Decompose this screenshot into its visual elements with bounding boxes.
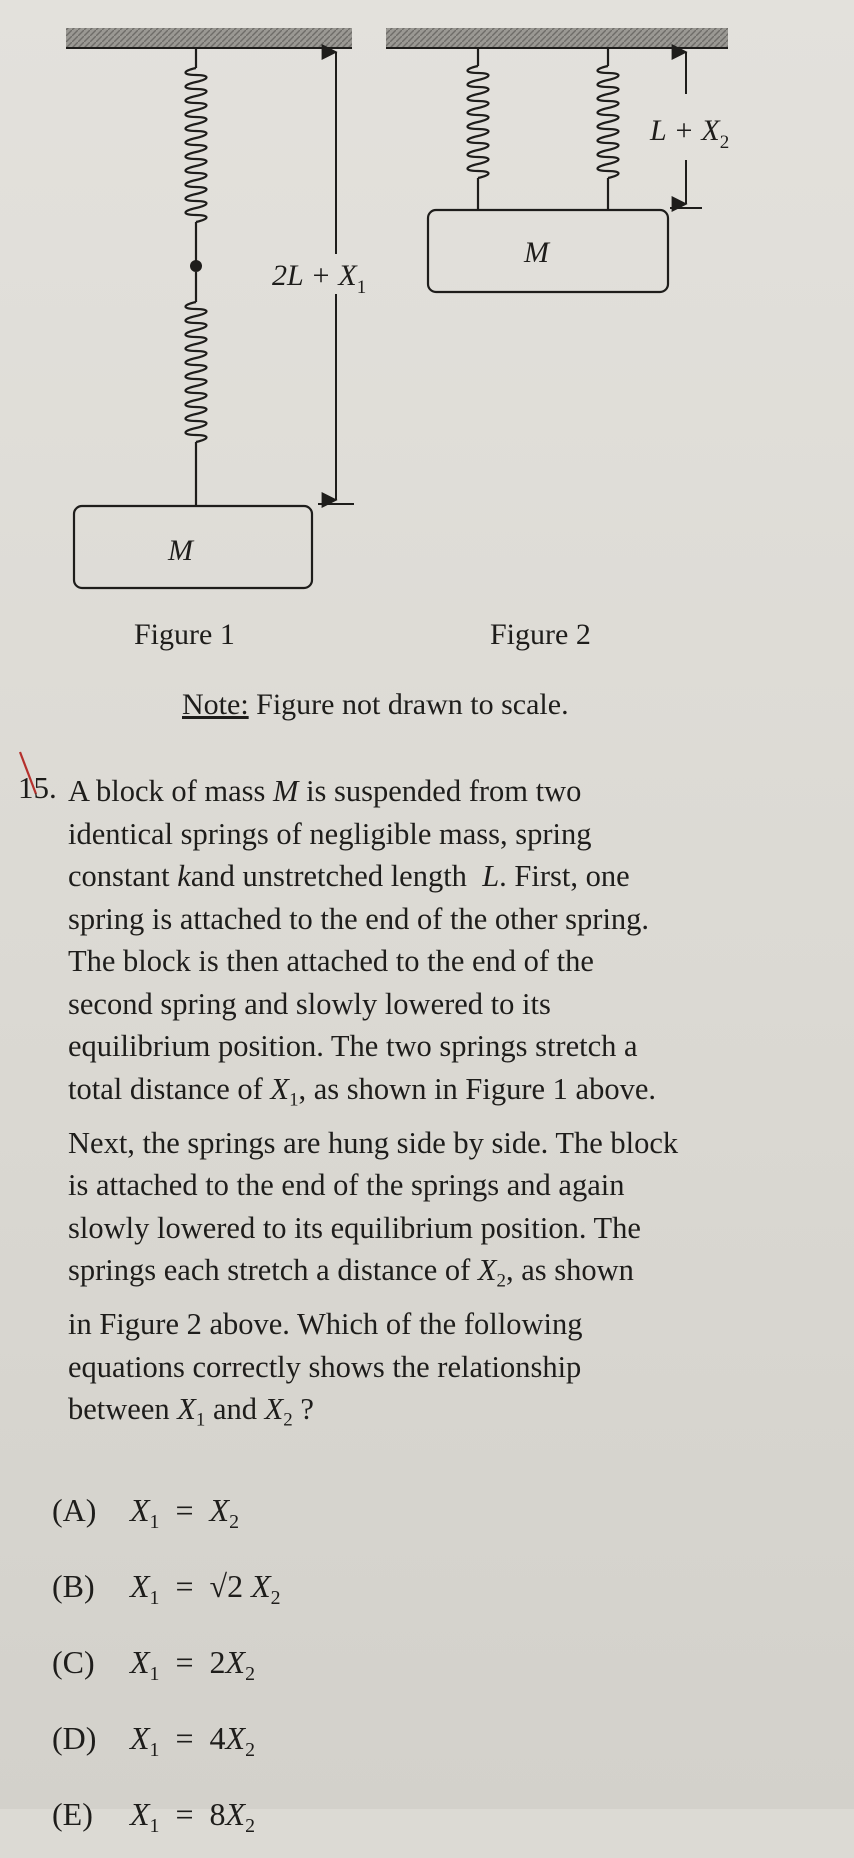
note-prefix: Note:: [182, 688, 249, 721]
question-line: slowly lowered to its equilibrium position. The: [68, 1210, 641, 1245]
question-line: springs each stretch a distance of $X_2$, as shown: [68, 1253, 634, 1292]
question-number: 15.: [18, 770, 57, 805]
figure-note: [182, 688, 569, 722]
question-line: spring is attached to the end of the other spring.: [68, 901, 650, 936]
fig2-caption: Figure 2: [490, 618, 591, 651]
answer-choices: [52, 1478, 281, 1858]
choice-b[interactable]: (B) $X_1 = √2$ $X_2$: [52, 1567, 281, 1609]
choice-a[interactable]: (A) $X_1 = X_2$: [52, 1492, 239, 1533]
fig2-length-label: $L + X_2$: [650, 114, 730, 153]
fig2-ceiling: [386, 28, 728, 48]
figures-diagram: [0, 0, 854, 720]
question-text: [68, 770, 838, 1442]
question-line: is attached to the end of the springs and again: [68, 1168, 625, 1203]
fig2-left-spring: [468, 48, 489, 210]
choice-e[interactable]: (E) $X_1 = 8X_2$: [52, 1795, 255, 1837]
fig1-mass-label: M: [168, 534, 193, 567]
question-line: Next, the springs are hung side by side. The block: [68, 1125, 679, 1160]
fig1-block: [74, 506, 312, 588]
question-line: total distance of $X_1$, as shown in Figure 1 above.: [68, 1071, 656, 1111]
fig1-length-label: $2L + X_1$: [272, 259, 367, 298]
question-line: equations correctly shows the relationship: [68, 1349, 582, 1384]
fig1-junction-dot: [190, 260, 202, 272]
question-line: constant kand unstretched length L. First, one: [68, 859, 630, 893]
choice-c[interactable]: (C) $X_1 = 2X_2$: [52, 1643, 255, 1685]
fig1-ceiling: [66, 28, 352, 48]
fig1-caption: Figure 1: [134, 618, 235, 651]
question-line: A block of mass M is suspended from two: [68, 774, 582, 808]
fig2-mass-label: M: [524, 236, 549, 269]
note-text: Figure not drawn to scale.: [248, 688, 569, 721]
question-line: second spring and slowly lowered to its: [68, 986, 551, 1021]
question-line: in Figure 2 above. Which of the following: [68, 1307, 583, 1342]
question-line: equilibrium position. The two springs stretch a: [68, 1029, 638, 1063]
question-line: between $X_1$ and $X_2$ ?: [68, 1392, 314, 1431]
question-line: identical springs of negligible mass, spring: [68, 816, 592, 851]
fig1-lower-spring: [186, 272, 207, 506]
fig1-upper-spring: [186, 48, 207, 262]
fig2-right-spring: [598, 48, 619, 210]
choice-d[interactable]: (D) $X_1 = 4X_2$: [52, 1719, 255, 1761]
question-line: The block is then attached to the end of the: [68, 944, 594, 978]
